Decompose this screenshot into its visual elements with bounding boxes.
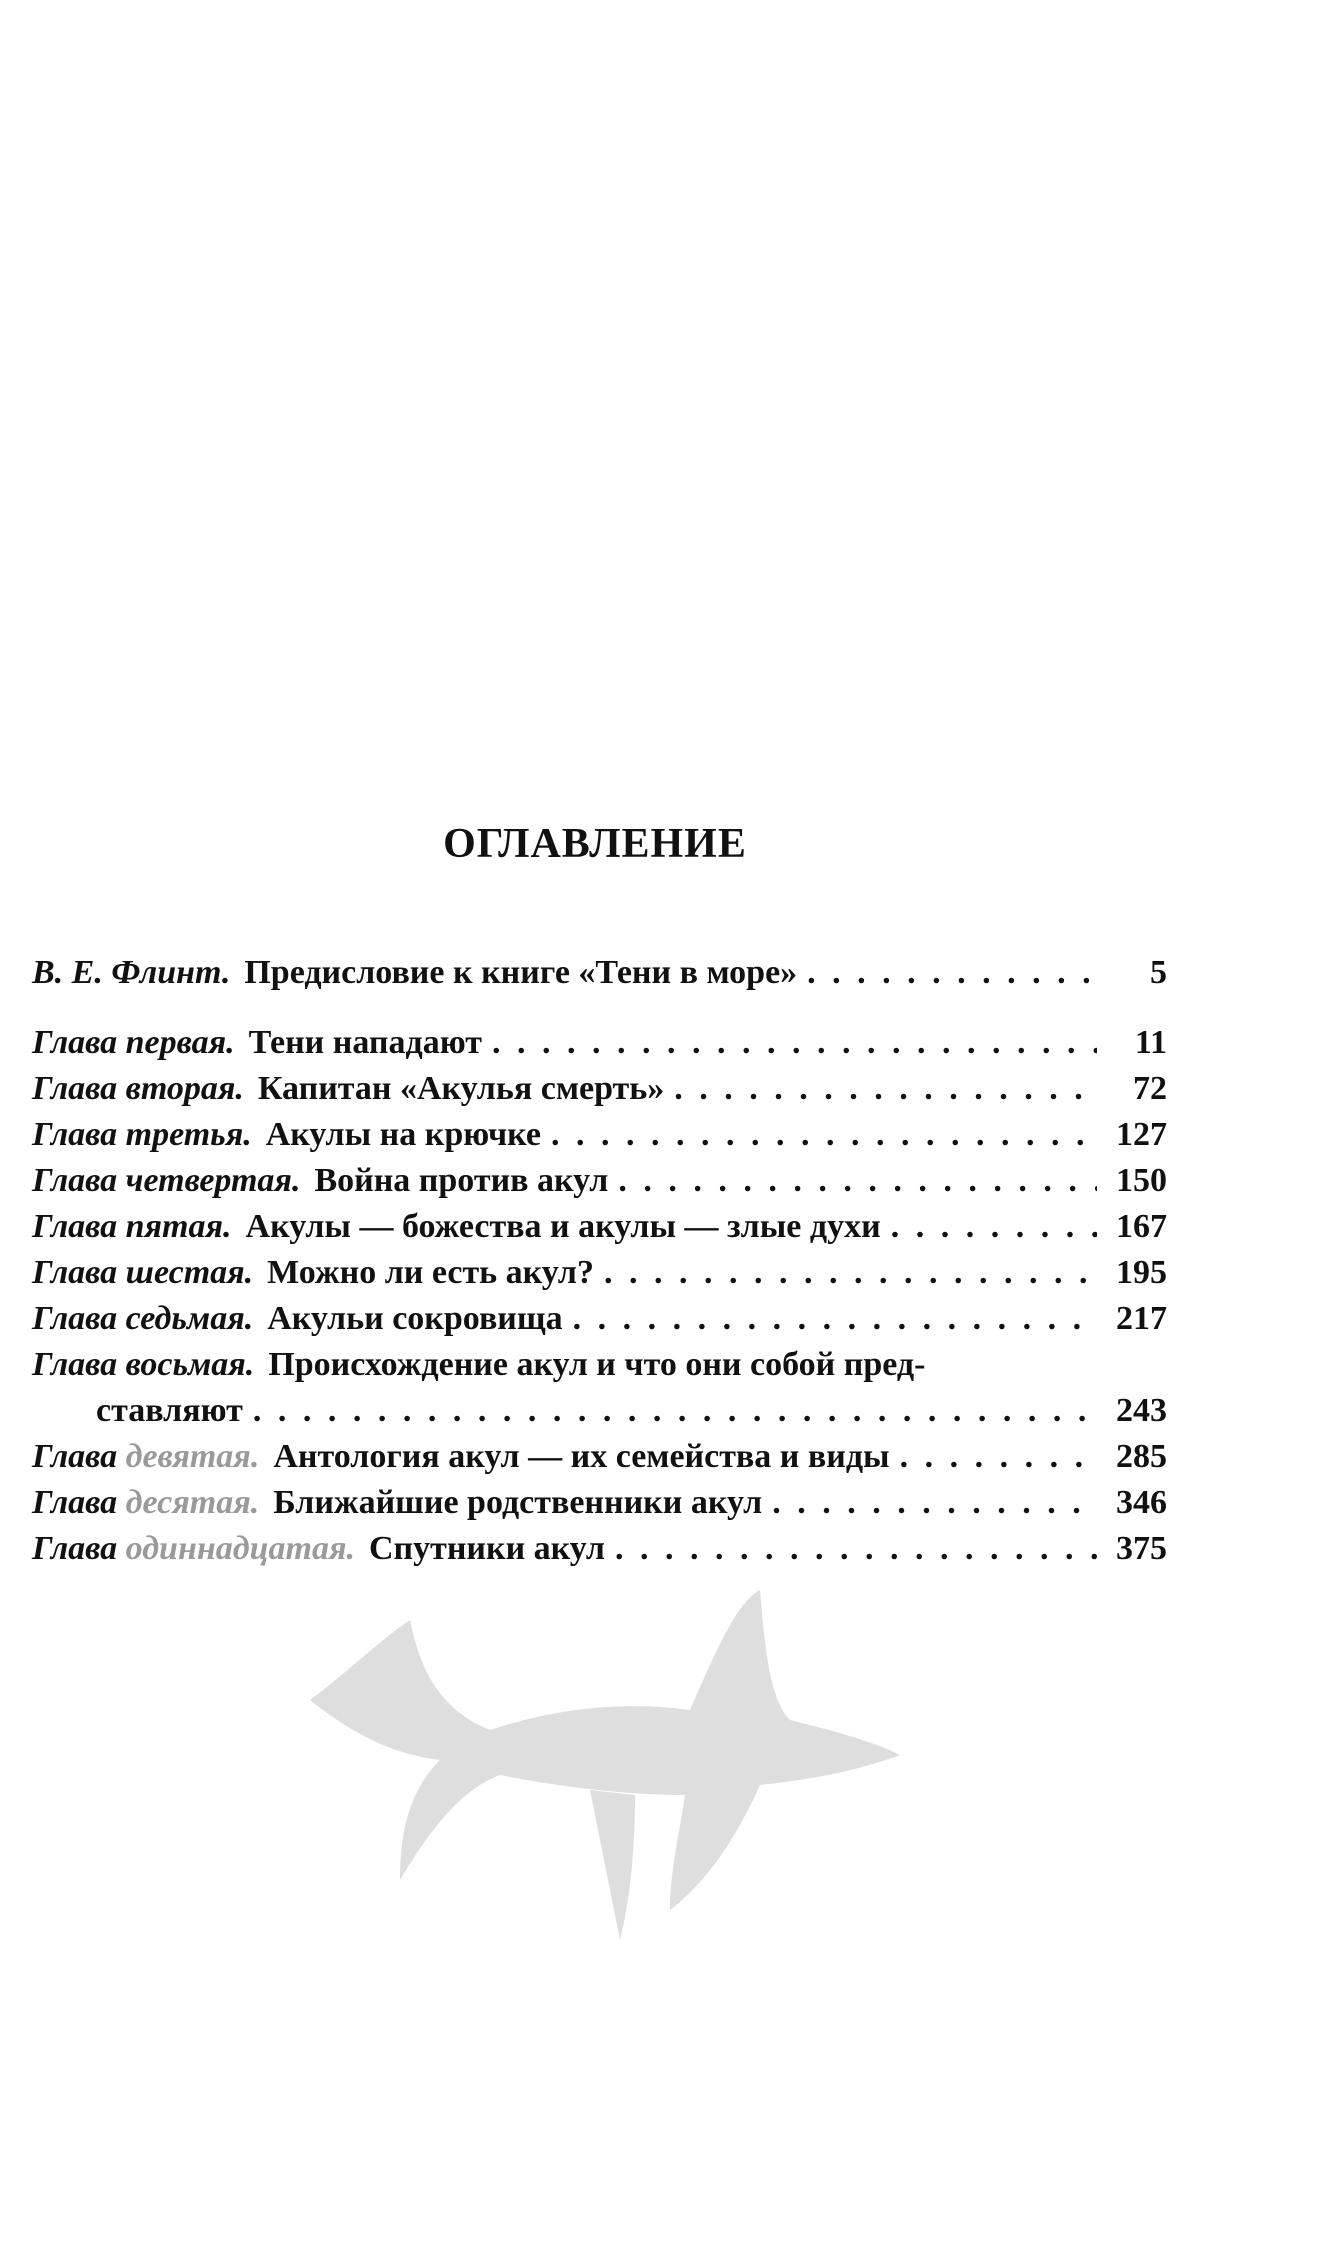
toc-entry-chapter-2 bbox=[32, 1066, 1167, 1112]
chapter-label bbox=[32, 1434, 259, 1480]
leader-dots bbox=[253, 1388, 1097, 1434]
page-number: 375 bbox=[1116, 1530, 1167, 1567]
page-number: 11 bbox=[1134, 1024, 1167, 1061]
leader-dots bbox=[492, 1020, 1097, 1066]
leader-dots bbox=[807, 950, 1097, 996]
toc-entry-preface bbox=[32, 950, 1167, 996]
toc-entry-chapter-6 bbox=[32, 1250, 1167, 1296]
leader-dots bbox=[573, 1296, 1097, 1342]
leader-dots bbox=[900, 1434, 1097, 1480]
chapter-title: Война против акул bbox=[314, 1162, 609, 1199]
chapter-first-line bbox=[32, 1342, 1167, 1388]
chapter-title-continued: ставляют bbox=[96, 1392, 243, 1429]
chapter-title: Тени нападают bbox=[248, 1024, 482, 1061]
page-number: 346 bbox=[1116, 1484, 1167, 1521]
toc-entry-chapter-1 bbox=[32, 1020, 1167, 1066]
chapter-title: Ближайшие родственники акул bbox=[273, 1484, 763, 1521]
chapter-title: Акульи сокровища bbox=[267, 1300, 563, 1337]
toc-entry-chapter-5 bbox=[32, 1204, 1167, 1250]
chapter-label: Глава пятая. bbox=[32, 1208, 232, 1245]
table-of-contents bbox=[32, 950, 1167, 1572]
preface-author: В. Е. Флинт. bbox=[32, 954, 231, 991]
chapter-label: Глава третья. bbox=[32, 1116, 252, 1153]
chapter-label bbox=[32, 1480, 259, 1526]
page-number: 72 bbox=[1133, 1070, 1167, 1107]
page-number: 167 bbox=[1116, 1208, 1167, 1245]
chapter-label: Глава вторая. bbox=[32, 1070, 244, 1107]
chapter-label: Глава четвертая. bbox=[32, 1162, 301, 1199]
page-number: 150 bbox=[1116, 1162, 1167, 1199]
page-number: 217 bbox=[1116, 1300, 1167, 1337]
toc-entry-chapter-11 bbox=[32, 1526, 1167, 1572]
chapter-label: Глава восьмая. bbox=[32, 1346, 255, 1383]
leader-dots bbox=[674, 1066, 1097, 1112]
chapter-label: Глава первая. bbox=[32, 1024, 235, 1061]
toc-entry-chapter-10 bbox=[32, 1480, 1167, 1526]
chapter-label bbox=[32, 1526, 355, 1572]
leader-dots bbox=[772, 1480, 1097, 1526]
toc-entry-chapter-3 bbox=[32, 1112, 1167, 1158]
page-number: 243 bbox=[1116, 1392, 1167, 1429]
chapter-title: Антология акул — их семейства и виды bbox=[273, 1438, 890, 1475]
page-number: 5 bbox=[1150, 954, 1167, 991]
toc-entry-chapter-8 bbox=[32, 1342, 1167, 1434]
page-title: ОГЛАВЛЕНИЕ bbox=[443, 821, 747, 867]
page-number: 127 bbox=[1116, 1116, 1167, 1153]
chapter-title: Происхождение акул и что они собой пред- bbox=[268, 1346, 926, 1383]
toc-entry-chapter-7 bbox=[32, 1296, 1167, 1342]
chapter-label-word: одиннадцатая. bbox=[125, 1530, 355, 1567]
leader-dots bbox=[615, 1526, 1097, 1572]
chapter-second-line bbox=[32, 1388, 1167, 1434]
shark-watermark-icon bbox=[290, 1580, 910, 2000]
chapter-label: Глава шестая. bbox=[32, 1254, 254, 1291]
chapter-label-word: десятая. bbox=[125, 1484, 260, 1521]
chapter-label-prefix: Глава bbox=[32, 1530, 118, 1567]
leader-dots bbox=[618, 1158, 1097, 1204]
leader-dots bbox=[604, 1250, 1097, 1296]
chapter-title: Спутники акул bbox=[368, 1530, 606, 1567]
leader-dots bbox=[551, 1112, 1097, 1158]
toc-entry-chapter-4 bbox=[32, 1158, 1167, 1204]
leader-dots bbox=[891, 1204, 1097, 1250]
chapter-title: Акулы на крючке bbox=[265, 1116, 541, 1153]
chapter-title: Капитан «Акулья смерть» bbox=[257, 1070, 665, 1107]
chapter-label-prefix: Глава bbox=[32, 1484, 118, 1521]
chapter-label: Глава седьмая. bbox=[32, 1300, 254, 1337]
page-number: 195 bbox=[1116, 1254, 1167, 1291]
chapter-title: Акулы — божества и акулы — злые духи bbox=[245, 1208, 881, 1245]
chapter-label-word: девятая. bbox=[125, 1438, 260, 1475]
page-number: 285 bbox=[1116, 1438, 1167, 1475]
chapter-title: Можно ли есть акул? bbox=[267, 1254, 594, 1291]
chapter-label-prefix: Глава bbox=[32, 1438, 118, 1475]
toc-entry-chapter-9 bbox=[32, 1434, 1167, 1480]
preface-title: Предисловие к книге «Тени в море» bbox=[244, 954, 798, 991]
